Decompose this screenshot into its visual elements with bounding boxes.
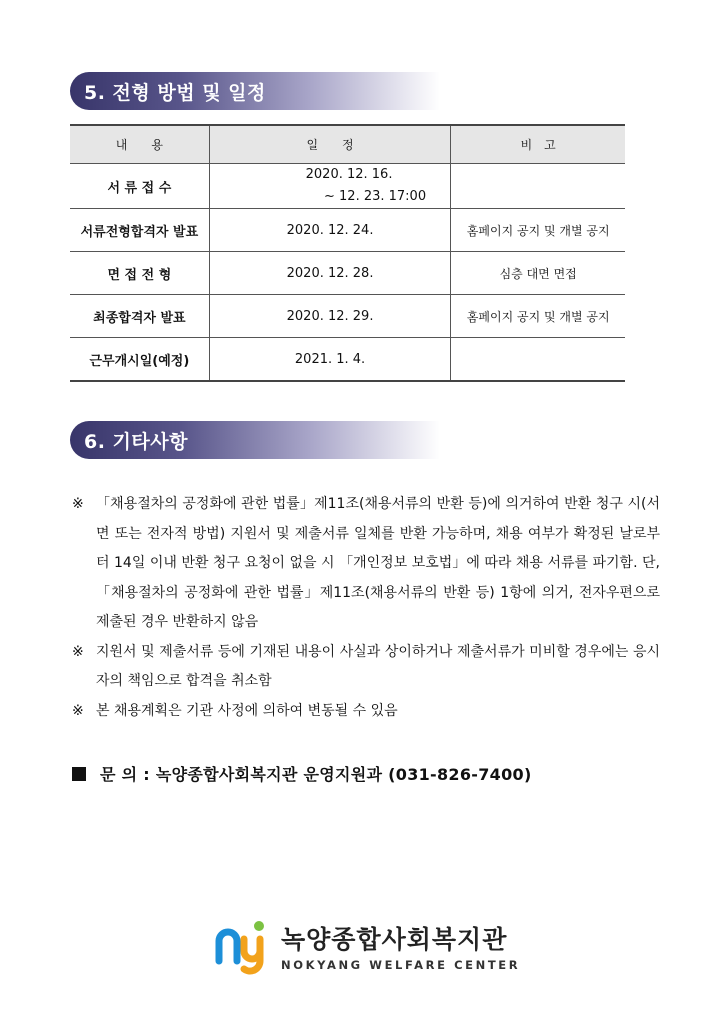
note-mark: ※ (72, 702, 84, 719)
row-note (451, 164, 625, 209)
row-date: 2020. 12. 28. (209, 252, 451, 295)
row-item: 서류전형합격자 발표 (70, 209, 209, 252)
row-date: 2020. 12. 24. (209, 209, 451, 252)
row-date-line2: ~ 12. 23. 17:00 (324, 189, 427, 204)
schedule-table (70, 124, 625, 382)
list-item (72, 638, 660, 697)
row-item: 최종합격자 발표 (70, 295, 209, 338)
row-item: 면 접 전 형 (70, 252, 209, 295)
table-row (70, 338, 625, 382)
row-date-line1: 2020. 12. 16. (305, 167, 393, 182)
row-note: 홈페이지 공지 및 개별 공지 (451, 209, 625, 252)
note-text: 「채용절차의 공정화에 관한 법률」제11조(채용서류의 반환 등)에 의거하여 반환 청구 시(서면 또는 전자적 방법) 지원서 및 제출서류 일체를 반환 가능하며, 채용 여부가 확정된 날로부터 14일 이내 반환 청구 요청이 없을 시 「개인정보 보호법」에 따라 채용 서류를 파기함. 단, 「채용절차의 공정화에 관한 법률」제11조(채용서류의 반환 등) 1항에 의거, 전자우편으로 제출된 경우 반환하지 않음 (96, 496, 660, 630)
table-header-row (70, 125, 625, 164)
note-text: 지원서 및 제출서류 등에 기재된 내용이 사실과 상이하거나 제출서류가 미비할 경우에는 응시자의 책임으로 합격을 취소함 (96, 643, 660, 689)
row-note: 심층 대면 면접 (451, 252, 625, 295)
ny-logo-icon (213, 917, 269, 975)
contact-text: 문 의 : 녹양종합사회복지관 운영지원과 (031-826-7400) (100, 765, 532, 784)
section-5-header (70, 72, 440, 110)
row-date: 2021. 1. 4. (209, 338, 451, 382)
row-item: 근무개시일(예정) (70, 338, 209, 382)
square-bullet-icon (72, 767, 86, 781)
logo-korean-name: 녹양종합사회복지관 (281, 925, 508, 954)
table-row (70, 295, 625, 338)
contact-line (72, 762, 532, 785)
row-note: 홈페이지 공지 및 개별 공지 (451, 295, 625, 338)
table-row (70, 164, 625, 209)
header-content: 내 용 (70, 125, 209, 164)
note-text: 본 채용계획은 기관 사정에 의하여 변동될 수 있음 (96, 702, 398, 719)
row-note (451, 338, 625, 382)
logo-english-name: NOKYANG WELFARE CENTER (281, 958, 521, 972)
note-mark: ※ (72, 643, 84, 660)
note-mark: ※ (72, 496, 84, 512)
row-item: 서 류 접 수 (70, 164, 209, 209)
organization-logo (213, 915, 523, 977)
table-row (70, 252, 625, 295)
list-item (72, 490, 660, 638)
row-date: 2020. 12. 29. (209, 295, 451, 338)
header-remarks: 비 고 (451, 125, 625, 164)
table-row (70, 209, 625, 252)
header-schedule: 일 정 (209, 125, 451, 164)
section-6-header (70, 421, 440, 459)
row-date (209, 164, 451, 209)
notes-list (72, 490, 660, 726)
section-5-title: 5. 전형 방법 및 일정 (84, 81, 266, 104)
section-6-title: 6. 기타사항 (84, 430, 188, 453)
list-item (72, 697, 660, 727)
